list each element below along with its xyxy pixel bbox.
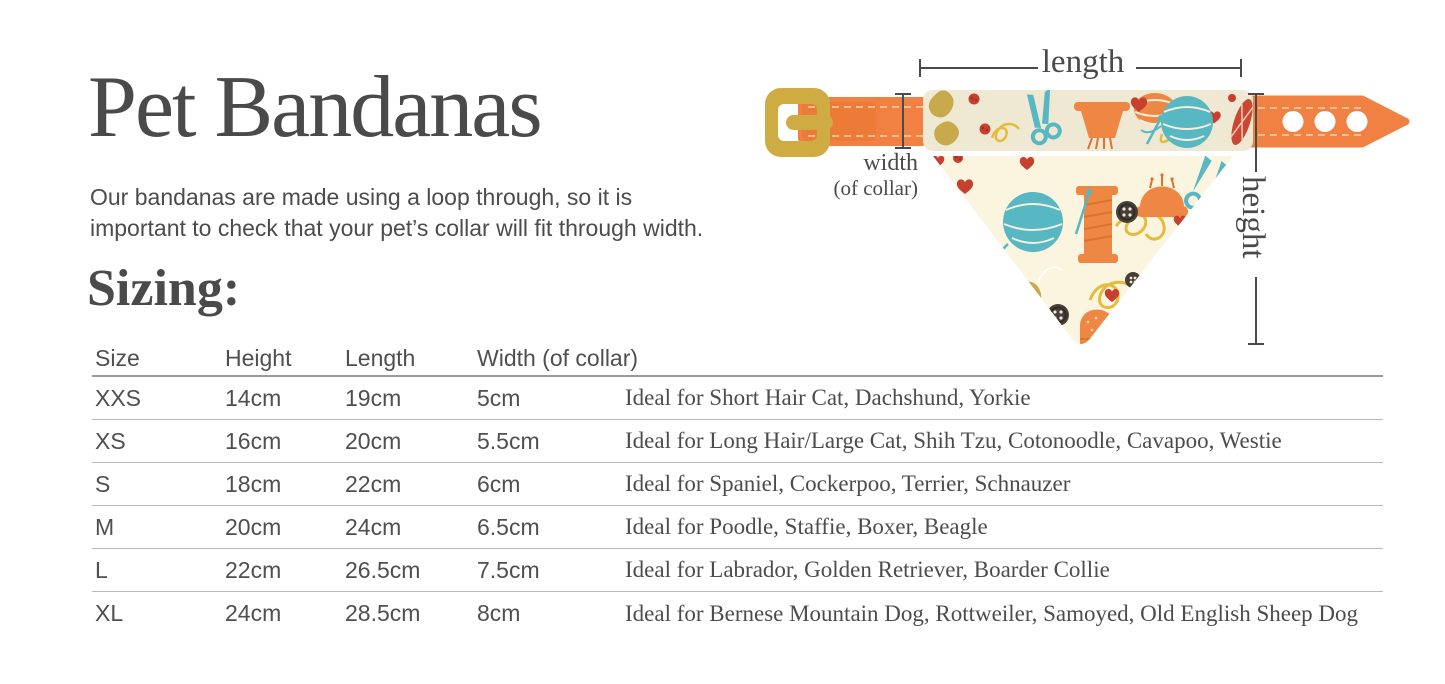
cell-size: L [95,556,108,583]
cell-height: 22cm [225,556,282,583]
hand-icon [984,258,1012,290]
cell-ideal: Ideal for Bernese Mountain Dog, Rottweiler, Samoyed, Old English Sheep Dog [625,600,1359,626]
button-icon [980,124,991,135]
cell-length: 28.5cm [345,600,421,626]
cell-width: 5cm [477,384,521,411]
cell-width: 6cm [477,470,521,497]
table-row [92,420,1383,463]
collar-hole [1347,111,1368,132]
cell-length: 19cm [345,384,402,411]
button-icon [1125,272,1141,288]
thimble-icon [1080,310,1114,347]
button-icon [953,153,963,163]
width-label [788,150,918,200]
cell-width: 8cm [477,600,521,626]
buckle-prong [786,115,833,130]
cell-ideal: Ideal for Short Hair Cat, Dachshund, Yorkie [625,385,1031,410]
cell-length: 26.5cm [345,556,421,583]
collar-hole [1283,111,1304,132]
cell-length: 22cm [345,470,402,497]
intro-line-2: important to check that your pet’s collar will fit through width. [90,215,704,241]
cell-height: 14cm [225,384,282,411]
bandana-triangle [932,153,1257,346]
collar-hole [1315,111,1336,132]
cell-width: 7.5cm [477,556,540,583]
cell-length: 24cm [345,513,402,540]
table-row [92,506,1383,549]
column-header-height: Height [225,344,292,371]
cell-ideal: Ideal for Long Hair/Large Cat, Shih Tzu, Cotonoodle, Cavapoo, Westie [625,428,1282,453]
cell-ideal: Ideal for Labrador, Golden Retriever, Boarder Collie [625,557,1110,582]
cell-size: XS [95,427,126,454]
column-header-width: Width (of collar) [477,344,639,371]
height-label: height [1235,175,1271,259]
cell-width: 6.5cm [477,513,540,540]
cell-size: XL [95,600,124,626]
cell-height: 20cm [225,513,282,540]
table-row [92,377,1383,420]
cell-height: 24cm [225,600,282,626]
collar-strap-right [1251,99,1406,144]
button-icon [1047,304,1069,326]
table-row [92,592,1383,635]
intro-text [90,182,703,244]
bandana-loop [923,88,1257,151]
width-label-sub: (of collar) [833,176,918,200]
page-title: Pet Bandanas [88,59,541,156]
cell-height: 18cm [225,470,282,497]
sizing-table [92,341,1383,635]
cell-length: 20cm [345,427,402,454]
column-header-size: Size [95,344,140,371]
cell-ideal: Ideal for Poodle, Staffie, Boxer, Beagle [625,514,988,539]
column-header-length: Length [345,344,416,371]
collar-bandana-diagram [740,30,1445,370]
table-row [92,549,1383,592]
length-label: length [1041,44,1125,80]
cell-size: M [95,513,115,540]
table-row [92,463,1383,506]
cell-ideal: Ideal for Spaniel, Cockerpoo, Terrier, Schnauzer [625,471,1071,496]
cell-size: S [95,470,111,497]
cell-size: XXS [95,384,142,411]
cell-width: 5.5cm [477,427,540,454]
width-label-main: width [863,150,918,176]
cell-height: 16cm [225,427,282,454]
sizing-heading: Sizing: [87,260,241,317]
intro-line-1: Our bandanas are made using a loop through, so it is [90,184,633,210]
button-icon [969,94,980,105]
collar-buckle [765,88,833,157]
button-icon [1116,201,1138,223]
